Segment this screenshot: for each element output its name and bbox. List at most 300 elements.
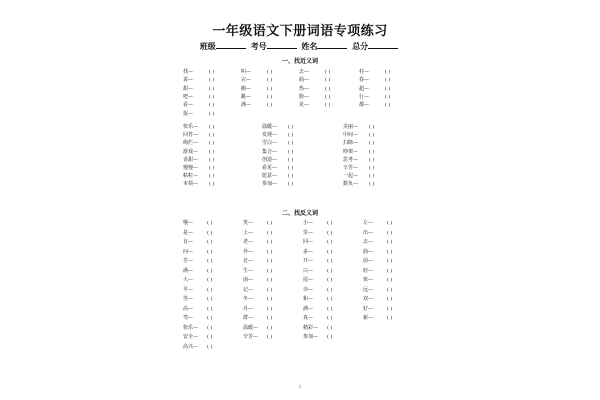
exercise-item xyxy=(363,258,393,264)
exercise-word: 丹— xyxy=(243,305,254,312)
answer-blank[interactable]: ( ) xyxy=(209,165,215,171)
exercise-item xyxy=(243,267,273,274)
exercise-word: 创造— xyxy=(262,156,278,163)
exercise-word: 真— xyxy=(303,315,314,321)
exercise-item xyxy=(303,315,333,321)
answer-blank[interactable]: ( ) xyxy=(387,258,393,264)
exercise-word: 开— xyxy=(303,258,314,264)
exercise-word: 安全— xyxy=(183,334,199,340)
exercise-item xyxy=(183,286,213,293)
answer-blank[interactable]: ( ) xyxy=(209,132,215,139)
answer-blank[interactable]: ( ) xyxy=(267,324,273,331)
exercise-word: 超— xyxy=(359,85,370,92)
exercise-word: 左— xyxy=(363,220,374,226)
info-name-label: 姓名 xyxy=(301,42,318,51)
exercise-word: 愿意— xyxy=(262,173,278,180)
answer-blank[interactable]: ( ) xyxy=(207,305,213,312)
answer-blank[interactable]: ( ) xyxy=(327,220,333,226)
answer-blank[interactable]: ( ) xyxy=(385,102,391,109)
answer-blank[interactable]: ( ) xyxy=(209,93,215,100)
exercise-word: 跳— xyxy=(241,93,252,100)
exercise-item xyxy=(303,220,333,226)
exercise-item xyxy=(183,334,213,340)
exercise-word: 老— xyxy=(243,239,254,245)
exercise-item xyxy=(303,258,333,264)
synonyms-heading: 一、找近义词 xyxy=(281,58,318,65)
answer-blank[interactable]: ( ) xyxy=(288,165,294,171)
answer-blank[interactable]: ( ) xyxy=(267,239,273,245)
exercise-item xyxy=(243,239,273,245)
exercise-word: 轻— xyxy=(363,267,374,274)
exercise-word: 多— xyxy=(303,248,314,255)
exercise-word: 记— xyxy=(243,286,254,293)
exercise-word: 男— xyxy=(183,296,194,302)
answer-blank[interactable]: ( ) xyxy=(325,93,331,100)
exercise-item xyxy=(262,132,294,139)
answer-blank[interactable]: ( ) xyxy=(267,102,273,109)
exercise-word: 中间— xyxy=(343,132,359,139)
exercise-item xyxy=(343,148,375,155)
answer-blank[interactable]: ( ) xyxy=(207,239,213,245)
exercise-word: 美丽— xyxy=(343,124,359,130)
exercise-item xyxy=(183,315,213,321)
exercise-item xyxy=(359,93,391,100)
exercise-item xyxy=(303,334,333,340)
exercise-word: 好— xyxy=(363,305,374,312)
exercise-word: 尾— xyxy=(303,277,314,283)
exercise-word: 和— xyxy=(303,296,314,302)
answer-blank[interactable]: ( ) xyxy=(267,229,273,236)
exercise-item xyxy=(183,69,215,75)
answer-blank[interactable]: ( ) xyxy=(288,140,294,147)
exercise-word: 生— xyxy=(243,267,254,274)
exercise-word: 温暖— xyxy=(262,124,278,130)
class-blank[interactable] xyxy=(216,40,246,49)
answer-blank[interactable]: ( ) xyxy=(369,148,375,155)
exercise-word: 思考— xyxy=(343,156,359,163)
exercise-item xyxy=(303,239,333,245)
exercise-word: 快乐— xyxy=(183,324,199,331)
exercise-item xyxy=(343,156,375,163)
answer-blank[interactable]: ( ) xyxy=(267,277,273,283)
answer-blank[interactable]: ( ) xyxy=(369,156,375,163)
answer-blank[interactable]: ( ) xyxy=(207,220,213,226)
answer-blank[interactable]: ( ) xyxy=(369,165,375,171)
exercise-item xyxy=(243,229,273,236)
exercise-word: 慢慢— xyxy=(183,165,199,171)
answer-blank[interactable]: ( ) xyxy=(209,110,215,117)
exercise-item xyxy=(359,85,391,92)
exercise-item xyxy=(299,93,331,100)
answer-blank[interactable]: ( ) xyxy=(209,173,215,180)
answer-blank[interactable]: ( ) xyxy=(207,286,213,293)
exercise-word: 说— xyxy=(183,77,194,84)
exercise-item xyxy=(183,148,215,155)
answer-blank[interactable]: ( ) xyxy=(369,124,375,130)
answer-blank[interactable]: ( ) xyxy=(267,220,273,226)
exercise-item xyxy=(303,267,333,274)
exercise-item xyxy=(363,296,393,302)
exercise-word: 参加— xyxy=(303,334,319,340)
exercise-word: 粘粒— xyxy=(183,173,199,180)
exercise-item xyxy=(243,220,273,226)
exam-number-blank[interactable] xyxy=(267,40,297,49)
exercise-word: 有— xyxy=(183,239,194,245)
exercise-item xyxy=(241,102,273,109)
antonyms-heading: 二、找反义词 xyxy=(281,210,318,217)
answer-blank[interactable]: ( ) xyxy=(267,286,273,293)
answer-blank[interactable]: ( ) xyxy=(385,69,391,75)
answer-blank[interactable]: ( ) xyxy=(387,267,393,274)
exercise-word: 游戏— xyxy=(183,148,199,155)
answer-blank[interactable]: ( ) xyxy=(327,296,333,302)
exercise-item xyxy=(299,69,331,75)
info-exam-label: 考号 xyxy=(250,42,267,51)
answer-blank[interactable]: ( ) xyxy=(267,77,273,84)
exercise-word: 春— xyxy=(359,77,370,84)
exercise-item xyxy=(262,148,294,155)
exercise-word: 曲— xyxy=(299,77,310,84)
exercise-item xyxy=(183,324,213,331)
exercise-item xyxy=(183,239,213,245)
exercise-item xyxy=(243,248,273,255)
answer-blank[interactable]: ( ) xyxy=(325,85,331,92)
answer-blank[interactable]: ( ) xyxy=(209,85,215,92)
answer-blank[interactable]: ( ) xyxy=(267,334,273,340)
exercise-word: 满— xyxy=(303,305,314,312)
exercise-item xyxy=(243,258,273,264)
answer-blank[interactable]: ( ) xyxy=(327,286,333,293)
exercise-word: 找— xyxy=(183,69,194,75)
answer-blank[interactable]: ( ) xyxy=(209,140,215,147)
exercise-word: 高— xyxy=(183,305,194,312)
answer-blank[interactable]: ( ) xyxy=(207,324,213,331)
answer-blank[interactable]: ( ) xyxy=(267,85,273,92)
exercise-word: 快乐— xyxy=(183,124,199,130)
answer-blank[interactable]: ( ) xyxy=(327,267,333,274)
exercise-word: 弯— xyxy=(183,315,194,321)
exercise-item xyxy=(343,165,375,171)
exercise-word: 上— xyxy=(243,229,254,236)
answer-blank[interactable]: ( ) xyxy=(387,315,393,321)
worksheet-title: 一年级语文下册词语专项练习 xyxy=(212,24,388,39)
exercise-word: 回— xyxy=(303,239,314,245)
exercise-item xyxy=(343,124,375,130)
exercise-item xyxy=(241,85,273,92)
exercise-item xyxy=(303,296,333,302)
exercise-item xyxy=(343,140,375,147)
exercise-word: 冬— xyxy=(243,296,254,302)
exercise-item xyxy=(363,277,393,283)
exercise-word: 早— xyxy=(183,286,194,293)
exercise-word: 远— xyxy=(363,286,374,293)
answer-blank[interactable]: ( ) xyxy=(327,248,333,255)
exercise-word: 一起— xyxy=(343,173,359,180)
exercise-item xyxy=(359,69,391,75)
exercise-word: 见— xyxy=(299,102,310,109)
exercise-item xyxy=(303,229,333,236)
answer-blank[interactable]: ( ) xyxy=(267,258,273,264)
exercise-item xyxy=(243,277,273,283)
answer-blank[interactable]: ( ) xyxy=(209,69,215,75)
exercise-item xyxy=(183,277,213,283)
exercise-item xyxy=(363,220,393,226)
exercise-word: 笑— xyxy=(243,220,254,226)
exercise-item xyxy=(359,77,391,84)
exercise-item xyxy=(262,140,294,147)
answer-blank[interactable]: ( ) xyxy=(327,229,333,236)
exercise-word: 是— xyxy=(183,229,194,236)
exercise-item xyxy=(183,124,215,130)
exercise-item xyxy=(183,140,215,147)
exercise-word: 集合— xyxy=(262,148,278,155)
exercise-word: 完— xyxy=(241,77,252,84)
answer-blank[interactable]: ( ) xyxy=(209,124,215,130)
student-info-line xyxy=(0,40,600,52)
exercise-item xyxy=(183,229,213,236)
answer-blank[interactable]: ( ) xyxy=(327,277,333,283)
answer-blank[interactable]: ( ) xyxy=(327,315,333,321)
exercise-item xyxy=(183,305,213,312)
exercise-word: 苦— xyxy=(183,258,194,264)
exercise-item xyxy=(299,77,331,84)
exercise-item xyxy=(262,165,294,171)
exercise-item xyxy=(303,286,333,293)
exercise-word: 叫— xyxy=(241,69,252,75)
exercise-word: 吵架— xyxy=(343,148,359,155)
exercise-item xyxy=(363,229,393,236)
exercise-item xyxy=(183,258,213,264)
exercise-word: 数负— xyxy=(343,181,359,188)
exercise-item xyxy=(303,324,333,331)
exercise-word: 绚烂— xyxy=(183,140,199,147)
exercise-item xyxy=(183,85,215,92)
answer-blank[interactable]: ( ) xyxy=(288,132,294,139)
exercise-item xyxy=(183,173,215,180)
exercise-word: 白— xyxy=(303,267,314,274)
exercise-item xyxy=(303,277,333,283)
exercise-word: 去— xyxy=(363,239,374,245)
exercise-word: 看见— xyxy=(262,165,278,171)
exercise-item xyxy=(183,102,215,109)
exercise-word: 捉— xyxy=(183,110,194,117)
answer-blank[interactable]: ( ) xyxy=(387,277,393,283)
exercise-item xyxy=(241,77,273,84)
info-class-label: 班级 xyxy=(199,42,216,51)
answer-blank[interactable]: ( ) xyxy=(288,124,294,130)
answer-blank[interactable]: ( ) xyxy=(207,267,213,274)
exercise-word: 村— xyxy=(359,69,370,75)
exercise-word: 快— xyxy=(363,277,374,283)
exercise-item xyxy=(183,181,215,188)
exercise-word: 搬— xyxy=(241,85,252,92)
exercise-word: 发现— xyxy=(262,132,278,139)
exercise-word: 温暖— xyxy=(243,324,259,331)
exercise-word: 雪白— xyxy=(262,140,278,147)
exercise-word: 曲— xyxy=(363,248,374,255)
answer-blank[interactable]: ( ) xyxy=(327,239,333,245)
exercise-item xyxy=(183,165,215,171)
exercise-word: 群— xyxy=(243,315,254,321)
exercise-item xyxy=(243,296,273,302)
exercise-word: 吧— xyxy=(183,93,194,100)
exercise-item xyxy=(241,69,273,75)
answer-blank[interactable]: ( ) xyxy=(385,93,391,100)
exercise-word: 新— xyxy=(363,315,374,321)
answer-blank[interactable]: ( ) xyxy=(267,267,273,274)
answer-blank[interactable]: ( ) xyxy=(387,248,393,255)
answer-blank[interactable]: ( ) xyxy=(387,296,393,302)
exercise-item xyxy=(243,305,273,312)
answer-blank[interactable]: ( ) xyxy=(288,156,294,163)
answer-blank[interactable]: ( ) xyxy=(207,258,213,264)
info-score-label: 总分 xyxy=(352,42,369,51)
exercise-word: 脸— xyxy=(299,93,310,100)
exercise-item xyxy=(183,343,213,350)
exercise-item xyxy=(241,93,273,100)
answer-blank[interactable]: ( ) xyxy=(325,102,331,109)
answer-blank[interactable]: ( ) xyxy=(385,85,391,92)
answer-blank[interactable]: ( ) xyxy=(288,148,294,155)
exercise-word: 辛苦— xyxy=(243,334,259,340)
exercise-word: 香甜— xyxy=(183,156,199,163)
exercise-word: 辛苦— xyxy=(343,165,359,171)
exercise-item xyxy=(183,248,213,255)
answer-blank[interactable]: ( ) xyxy=(207,277,213,283)
answer-blank[interactable]: ( ) xyxy=(369,140,375,147)
exercise-item xyxy=(303,305,333,312)
answer-blank[interactable]: ( ) xyxy=(387,286,393,293)
answer-blank[interactable]: ( ) xyxy=(288,173,294,180)
exercise-word: 行— xyxy=(359,93,370,100)
answer-blank[interactable]: ( ) xyxy=(325,69,331,75)
answer-blank[interactable]: ( ) xyxy=(207,296,213,302)
answer-blank[interactable]: ( ) xyxy=(369,132,375,139)
exercise-word: 慢— xyxy=(183,220,194,226)
exercise-item xyxy=(243,324,273,331)
exercise-word: 满— xyxy=(183,267,194,274)
exercise-item xyxy=(303,248,333,255)
answer-blank[interactable]: ( ) xyxy=(267,248,273,255)
exercise-item xyxy=(183,77,215,84)
exercise-word: 里— xyxy=(303,229,314,236)
exercise-item xyxy=(343,181,375,188)
answer-blank[interactable]: ( ) xyxy=(207,248,213,255)
exercise-word: 精彩— xyxy=(303,324,319,331)
exercise-item xyxy=(262,124,294,130)
exercise-item xyxy=(299,102,331,109)
exercise-item xyxy=(243,334,273,340)
page-number: 1 xyxy=(298,384,302,389)
exercise-word: 都— xyxy=(359,102,370,109)
exercise-word: 回答— xyxy=(183,132,199,139)
answer-blank[interactable]: ( ) xyxy=(207,343,213,350)
answer-blank[interactable]: ( ) xyxy=(267,315,273,321)
exercise-item xyxy=(343,132,375,139)
exercise-item xyxy=(183,93,215,100)
answer-blank[interactable]: ( ) xyxy=(387,305,393,312)
exercise-word: 满— xyxy=(241,102,252,109)
answer-blank[interactable]: ( ) xyxy=(327,305,333,312)
answer-blank[interactable]: ( ) xyxy=(325,77,331,84)
exercise-word: 高兴— xyxy=(183,343,199,350)
exercise-item xyxy=(343,173,375,180)
exercise-item xyxy=(363,267,393,274)
answer-blank[interactable]: ( ) xyxy=(209,77,215,84)
exercise-item xyxy=(183,110,215,117)
answer-blank[interactable]: ( ) xyxy=(387,220,393,226)
exercise-word: 小— xyxy=(303,220,314,226)
exercise-item xyxy=(183,296,213,302)
exercise-word: 扫除— xyxy=(343,140,359,147)
answer-blank[interactable]: ( ) xyxy=(207,315,213,321)
answer-blank[interactable]: ( ) xyxy=(387,239,393,245)
answer-blank[interactable]: ( ) xyxy=(207,229,213,236)
answer-blank[interactable]: ( ) xyxy=(209,181,215,188)
answer-blank[interactable]: ( ) xyxy=(209,148,215,155)
score-blank[interactable] xyxy=(368,40,398,49)
exercise-word: 旁— xyxy=(303,286,314,293)
exercise-word: 北— xyxy=(243,258,254,264)
answer-blank[interactable]: ( ) xyxy=(209,156,215,163)
answer-blank[interactable]: ( ) xyxy=(267,93,273,100)
exercise-word: 前— xyxy=(363,258,374,264)
answer-blank[interactable]: ( ) xyxy=(369,173,375,180)
answer-blank[interactable]: ( ) xyxy=(267,296,273,302)
answer-blank[interactable]: ( ) xyxy=(327,324,333,331)
exercise-item xyxy=(183,220,213,226)
exercise-item xyxy=(183,267,213,274)
exercise-word: 热— xyxy=(299,85,310,92)
answer-blank[interactable]: ( ) xyxy=(209,102,215,109)
exercise-item xyxy=(183,132,215,139)
exercise-word: 看— xyxy=(183,102,194,109)
answer-blank[interactable]: ( ) xyxy=(369,181,375,188)
exercise-word: 大— xyxy=(183,277,194,283)
answer-blank[interactable]: ( ) xyxy=(327,258,333,264)
exercise-item xyxy=(359,102,391,109)
exercise-word: 甜— xyxy=(183,85,194,92)
exercise-word: 去— xyxy=(299,69,310,75)
exercise-word: 出— xyxy=(363,229,374,236)
exercise-item xyxy=(262,173,294,180)
answer-blank[interactable]: ( ) xyxy=(385,77,391,84)
answer-blank[interactable]: ( ) xyxy=(288,181,294,188)
exercise-word: 双— xyxy=(363,296,374,302)
exercise-item xyxy=(183,156,215,163)
exercise-word: 南— xyxy=(243,277,254,283)
exercise-item xyxy=(243,286,273,293)
exercise-item xyxy=(363,239,393,245)
exercise-item xyxy=(262,181,294,188)
exercise-word: 本领— xyxy=(183,181,199,188)
exercise-item xyxy=(299,85,331,92)
answer-blank[interactable]: ( ) xyxy=(267,305,273,312)
answer-blank[interactable]: ( ) xyxy=(207,334,213,340)
exercise-word: 问— xyxy=(183,248,194,255)
exercise-item xyxy=(363,286,393,293)
exercise-word: 外— xyxy=(243,248,254,255)
answer-blank[interactable]: ( ) xyxy=(327,334,333,340)
answer-blank[interactable]: ( ) xyxy=(387,229,393,236)
exercise-item xyxy=(262,156,294,163)
exercise-item xyxy=(363,248,393,255)
exercise-item xyxy=(363,315,393,321)
answer-blank[interactable]: ( ) xyxy=(267,69,273,75)
exercise-word: 参加— xyxy=(262,181,278,188)
exercise-item xyxy=(243,315,273,321)
name-blank[interactable] xyxy=(317,40,347,49)
